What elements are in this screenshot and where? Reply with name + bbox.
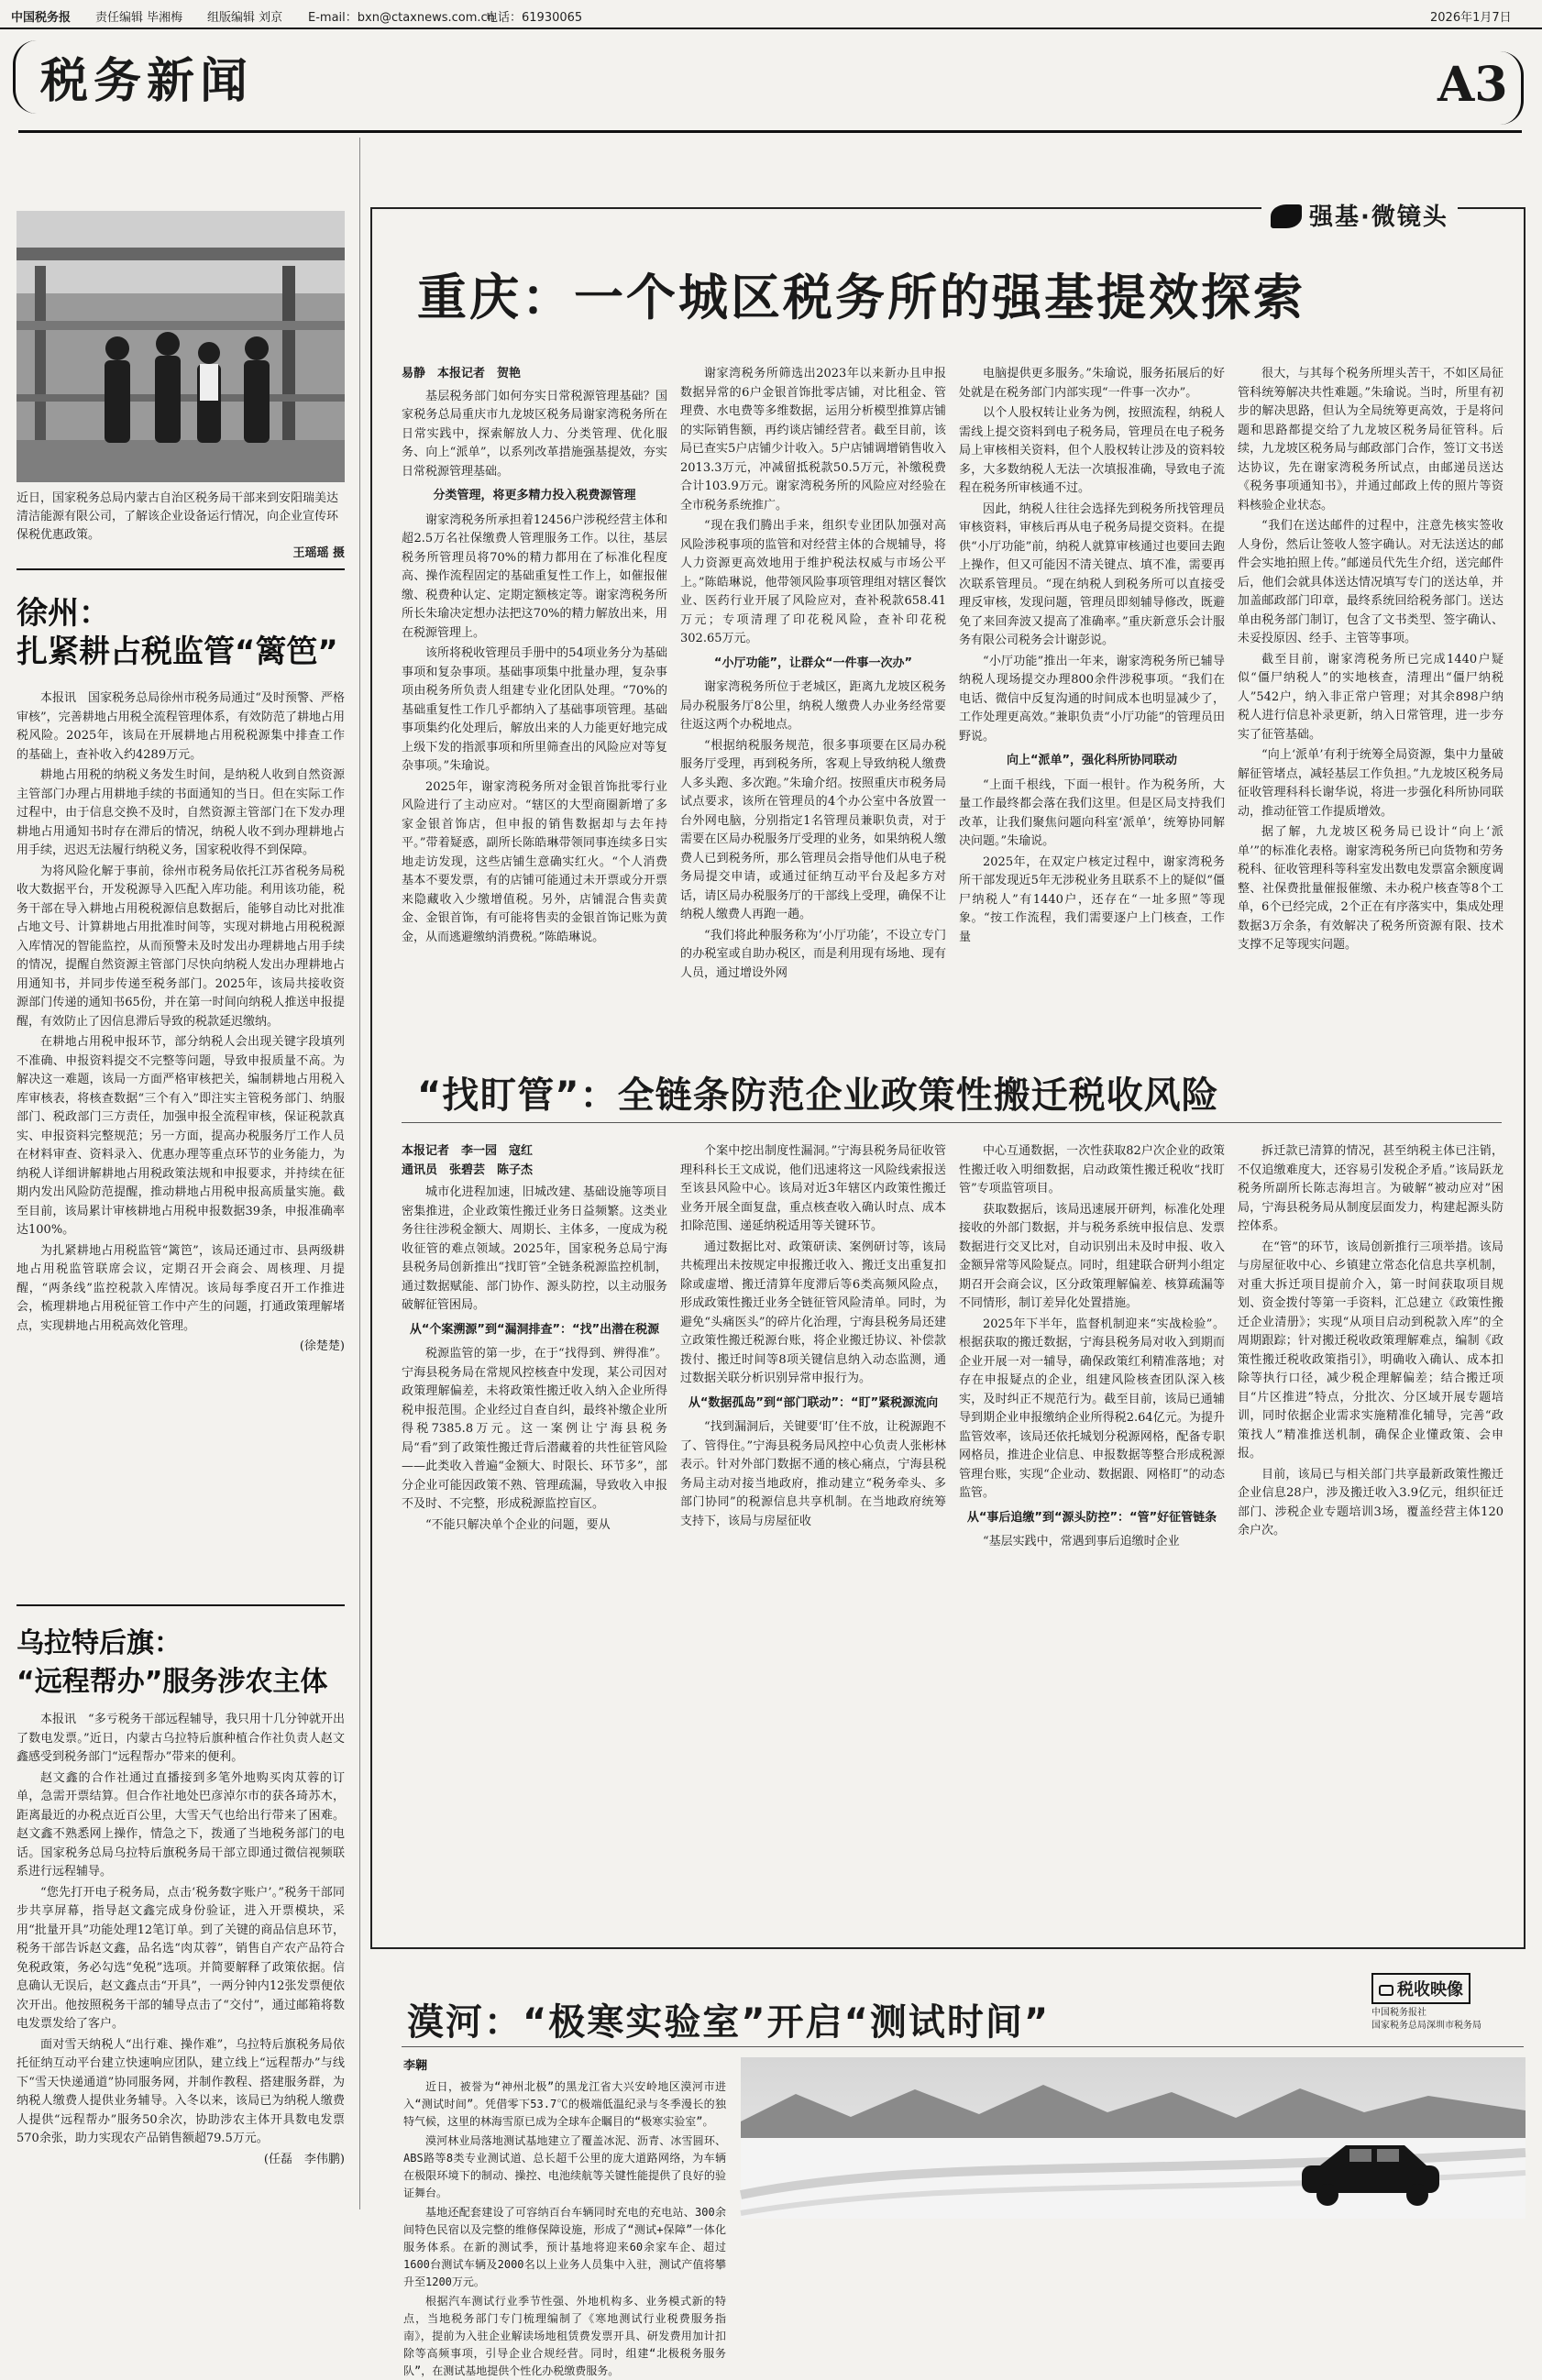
zdg-col-1 [402,1142,667,1931]
mohe-byline: 李翱 [403,2059,428,2073]
zdg-byline-1: 本报记者 李一园 寇红 [402,1144,534,1158]
xuzhou-headline-line2: 扎紧耕占税监管“篱笆” [17,634,338,670]
paper-name: 中国税务报 [11,11,72,25]
zhaodingguan-headline: “找盯管”：全链条防范企业政策性搬迁税收风险 [417,1074,1219,1117]
mohe-rule [402,2046,1524,2047]
zdg-col-2 [680,1142,946,1931]
issue-date: 2026年1月7日 [1430,11,1512,25]
wulate-paragraph: 赵文鑫的合作社通过直播接到多笔外地购买肉苁蓉的订单，急需开票结算。但合作社地处巴彦淖尔市的获各琦苏木，距离最近的办税点近百公里，大雪天气也给出行带来了困难。赵文鑫不熟悉网上操作，情急之下，拨通了当地税务部门的电话。国家税务总局乌拉特后旗税务局干部立即通过微信视频联系进行远程辅导。 [17,1770,345,1879]
wulate-paragraph: 本报讯 “多亏税务干部远程辅导，我只用十几分钟就开出了数电发票。”近日，内蒙古乌拉特后旗种植合作社负责人赵文鑫感受到税务部门“远程帮办”带来的便利。 [17,1713,345,1764]
mohe-paragraph: 根据汽车测试行业季节性强、外地机构多、业务模式新的特点，当地税务部门专门梳理编制了《寒地测试行业税费服务指南》，提前为入驻企业解读场地租赁费发票开具、研发费用加计扣除等高频事项，引导企业合规经营。同时，组建“北极税务服务队”，在测试基地提供个性化办税缴费服务。 [403,2295,726,2377]
left-divider-1 [17,568,345,570]
left-photo-caption [17,490,345,563]
feature-col-4 [1238,365,1503,1052]
feature-paragraph: 谢家湾税务所承担着12456户涉税经营主体和超2.5万名社保缴费人管理服务工作。以往，基层税务所管理员将70%的精力都用在了标准化程度高、操作流程固定的基础重复性工作上，如催报催缴、税费种认定、定期定额核定等。谢家湾税务所所长朱瑜决定想办法把这70%的精力解放出来，用在税源管理上。 [402,512,667,640]
xuzhou-signature: (徐楚楚) [299,1339,345,1353]
feature-paragraph: 2025年，谢家湾税务所对金银首饰批零行业风险进行了主动应对。“辖区的大型商圈新增了多家金银首饰店，但申报的销售数据却与去年持平。”带着疑惑，副所长陈皓琳带领同事连续多日实地走访发现，这些店铺生意确实红火。“个人消费基本不要发票，有的店铺可能通过未开票或分开票来隐藏收入少缴增值税。另外，店铺混合售卖黄金、金银首饰，有可能将售卖的金银首饰记账为黄金，从而逃避缴纳消费税。”陈皓琳说。 [402,779,667,944]
feature-paragraph: 基层税务部门如何夯实日常税源管理基础？国家税务总局重庆市九龙坡区税务局谢家湾税务所在日常实践中，探索解放人力、分类管理、优化服务、向上“派单”，以系列改革措施强基提效，夯实日常税源管理基础。 [402,389,667,479]
zhaodingguan-rule [402,1122,1502,1123]
left-news-photo [17,211,345,482]
badge-sub-2: 国家税务总局深圳市税务局 [1371,2021,1481,2031]
section-title: 税务新闻 [40,54,254,109]
zdg-col-4 [1238,1142,1503,1931]
feature-paragraph: 很大，与其每个税务所埋头苦干，不如区局征管科统筹解决共性难题。”朱瑜说。当时，所里有初步的解决思路，但认为全局统筹更高效，于是将问题和思路都提交给了九龙坡区税务局征管科。后续，九龙坡区税务局与邮政部门合作，签订文书送达协议，先在谢家湾税务所试点，由邮递员送达《税务事项通知书》，并通过邮政上传的照片等资料核验企业状态。 [1238,367,1503,512]
page-number: A3 [1437,57,1508,113]
top-rule [0,28,1542,29]
column-separator [359,138,360,2209]
feature-tag-text: 强基·微镜头 [1309,204,1448,231]
feature-byline: 易静 本报记者 贺艳 [402,367,522,380]
feature-subhead: 分类管理，将更多精力投入税费源管理 [433,489,636,502]
zdg-paragraph: 拆迁款已清算的情况，甚至纳税主体已注销，不仅追缴难度大，还容易引发税企矛盾。”该局跃龙税务所副所长陈志海坦言。为破解“被动应对”困局，宁海县税务局从制度层面发力，构建起源头防控体系。 [1238,1144,1503,1233]
zdg-paragraph: 个案中挖出制度性漏洞。”宁海县税务局征收管理科科长王文成说，他们迅速将这一风险线索报送至该县风险中心。该局对近3年辖区内政策性搬迁业务开展全面复盘，重点核查收入确认时点、成本扣除范围、递延纳税适用等关键环节。 [680,1144,946,1233]
zdg-paragraph: “不能只解决单个企业的问题，要从 [425,1517,611,1532]
feature-tag [1261,198,1458,232]
mohe-headline: 漠河：“极寒实验室”开启“测试时间” [407,2001,1051,2044]
xuzhou-paragraph: 在耕地占用税申报环节，部分纳税人会出现关键字段填列不准确、申报资料提交不完整等问题，导致申报质量不高。为解决这一难题，该局一方面严格审核把关，编制耕地占用税入库审核表，将核查数据“三个有入”即注实主管税务部门、纳服部门、税政部门三方责任，加强申报全流程审核，保证税款真实、申报资料完整规范；另一方面，提高办税服务厅工作人员在材料审查、资料录入、优惠办理等重点环节的业务能力，为纳税人详细讲解耕地占用税政策法规和申报要求，并持续在征期内发出风险防范提醒，推动耕地占用税申报高质量实施。截至目前，该局累计审核耕地占用税申报数据39条，申报准确率达100%。 [17,1035,345,1237]
wulate-article-body [17,1711,345,2206]
phone: 电话：61930065 [486,11,583,25]
feature-paragraph: “上面千根线，下面一根针。作为税务所，大量工作最终都会落在我们这里。但是区局支持我们改革，让我们聚焦问题向科室‘派单’，统筹协同解决问题。”朱瑜说。 [959,777,1225,848]
feature-col-1 [402,365,667,1052]
section-bracket [13,40,37,114]
zdg-subhead: 从“数据孤岛”到“部门联动”：“盯”紧税源流向 [688,1395,939,1410]
tax-image-badge [1371,1973,1524,2046]
wulate-headline [17,1625,345,1702]
zdg-paragraph: 获取数据后，该局迅速展开研判，标准化处理接收的外部门数据，并与税务系统申报信息、发票数据进行交叉比对，自动识别出未及时申报、收入金额异常等风险疑点。同时，组建联合研判小组定期召开会商会议，区分政策理解偏差、核算疏漏等不同情形，制订差异化处置措施。 [959,1202,1225,1310]
editor: 责任编辑 毕湘梅 [95,11,183,25]
layout-editor: 组版编辑 刘京 [207,11,283,25]
xuzhou-paragraph: 为扎紧耕地占用税监管“篱笆”，该局还通过市、县两级耕地占用税监管联席会议，定期召开会商会、周核理、月提醒，“两条线”监控税款入库情况。该局每季度召开工作推进会，梳理耕地占用税征管工作中产生的问题，打通政策理解堵点，实现耕地占用税高效化管理。 [17,1243,345,1333]
feature-paragraph: 电脑提供更多服务。”朱瑜说，服务拓展后的好处就是在税务部门内部实现“一件事一次办”。 [959,367,1225,400]
feature-paragraph: 以个人股权转让业务为例，按照流程，纳税人需线上提交资料到电子税务局，管理员在电子税务局上审核相关资料，但个人股权转让涉及的资料较多，大多数纳税人无法一次填报准确，导致电子流程在税务所审核通不过。 [959,406,1225,495]
feature-paragraph: 据了解，九龙坡区税务局已设计“向上‘派单’”的标准化表格。谢家湾税务所已向货物和劳务税科、征收管理科等科室发出数电发票富余额度调整、社保费批量催报催缴、未办税户核查等8个工单，6个已经完成，2个正在有序落实中，集成处理数据3万余条，有效解决了税务所资源有限、技术支撑不足等现实问题。 [1238,825,1503,952]
zdg-paragraph: “找到漏洞后，关键要‘盯’住不放，让税源跑不了、管得住。”宁海县税务局风控中心负责人张彬林表示。针对外部门数据不通的核心痛点，宁海县税务局主动对接当地政府，推动建立“税务牵头、多部门协同”的税源信息共享机制。在当地政府统筹支持下，该局与房屋征收 [680,1420,946,1528]
feature-paragraph: 因此，纳税人往往会选择先到税务所找管理员审核资料，审核后再从电子税务局提交资料。在提供“小厅功能”前，纳税人就算审核通过也要回去跑上操作，但又可能因不清关键点、填不准，需要再次联系管理员。“现在纳税人到税务所可以直接受理反审核，发现问题，管理员即刻辅导修改，既避免了来回奔波又提高了准确率。”重庆新意乐会计服务有限公司税务会计谢彭说。 [959,501,1225,647]
badge-text: 税收映像 [1397,1980,1463,2000]
feature-paragraph: “现在我们腾出手来，组织专业团队加强对高风险涉税事项的监管和对经营主体的合规辅导，将人力资源更高效地用于维护税法权威与市场公平上。”陈皓琳说，他带领风险事项管理组对辖区餐饮业、医药行业开展了风险应对，查补税款658.41万元；专项清理了印花税风险，查补印花税302.65万元。 [680,519,946,645]
zdg-paragraph: 税源监管的第一步，在于“找得到、辨得准”。宁海县税务局在常规风控核查中发现，某公司因对政策理解偏差，未将政策性搬迁收入纳入企业所得税申报范围。企业经过自查自纠，最终补缴企业所得税7385.8万元。这一案例让宁海县税务局“看”到了政策性搬迁背后潜藏着的共性征管风险——此类收入普遍“金额大、时限长、环节多”，部分企业可能因政策不熟、管理疏漏，导致收入申报不及时、不完整，形成税源监控盲区。 [402,1347,667,1511]
feature-paragraph: “小厅功能”推出一年来，谢家湾税务所已辅导纳税人现场提交办理800余件涉税事项。“我们在电话、微信中反复沟通的时间成本也明显减少了，工作处理更高效。”兼职负责“小厅功能”的管理员田野说。 [959,654,1225,744]
camera-icon [1379,1985,1393,1996]
zdg-paragraph: 2025年下半年，监督机制迎来“实战检验”。根据获取的搬迁数据，宁海县税务局对收入到期而企业开展一对一辅导，确保政策红利精准落地；对存在申报疑点的企业，组建风险核查团队深入核实，及时纠正不规范行为。截至目前，该局已通辅导到期企业申报缴纳企业所得税2.64亿元。为提升监管效率，该局还依托城划分税源网格，配备专职网格员，推进企业信息、申报数据等整合形成税源管理台账，实现“企业动、数据跟、网格盯”的动态监管。 [959,1317,1225,1500]
wulate-paragraph: “您先打开电子税务局，点击‘税务数字账户’。”税务干部同步共享屏幕，指导赵文鑫完成身份验证，进入开票模块，采用“批量开具”功能处理12笔订单。到了关键的商品信息环节，税务干部告诉赵文鑫，品名选“肉苁蓉”，销售自产农产品符合免税政策，务必勾选“免税”选项。并简要解释了政策依据。信息确认无误后，赵文鑫点击“开具”，一两分钟内12张发票便依次开出。他按照税务干部的辅导点击了“交付”，通过邮箱将数电发票发给了客户。 [17,1885,345,2031]
zdg-subhead: 从“事后追缴”到“源头防控”：“管”好征管链条 [966,1510,1217,1525]
zdg-col-3 [959,1142,1225,1931]
zdg-paragraph: 中心互通数据，一次性获取82户次企业的政策性搬迁收入明细数据，启动政策性搬迁税收“找盯管”专项监管项目。 [959,1144,1225,1196]
zdg-paragraph: 目前，该局已与相关部门共享最新政策性搬迁企业信息28户，涉及搬迁收入3.9亿元，组织征迁部门、涉税企业专题培训3场，覆盖经营主体120余户次。 [1238,1467,1503,1537]
wulate-headline-line2: “远程帮办”服务涉农主体 [17,1666,328,1698]
feature-headline: 重庆：一个城区税务所的强基提效探索 [417,269,1305,326]
mohe-paragraph: 基地还配套建设了可容纳百台车辆同时充电的充电站、300余间特色民宿以及完整的维修保障设施，形成了“测试+保障”一体化服务体系。在新的测试季，预计基地将迎来60余家车企、超过1600台测试车辆及2000名以上业务人员集中入驻，测试产值将攀升至1200万元。 [403,2206,726,2288]
wulate-paragraph: 面对雪天纳税人“出行难、操作难”，乌拉特后旗税务局依托征纳互动平台建立快速响应团队，建立线上“远程帮办”与线下“雪天快递通道”协同服务网，并制作教程、搭建服务群，为纳税人缴费人提供业务辅导。入冬以来，该局已为纳税人缴费人提供“远程帮办”服务50余次，协助涉农主体开具数电发票570余张，助力实现农产品销售额超79.5万元。 [17,2037,345,2145]
mohe-paragraph: 漠河林业局落地测试基地建立了覆盖冰泥、沥青、冰雪圆环、ABS路等8类专业测试道、总长超千公里的庞大道路网络，为车辆在极限环境下的制动、操控、电池续航等关键性能提供了良好的验证舞台。 [403,2134,726,2199]
zdg-paragraph: 在“管”的环节，该局创新推行三项举措。该局与房屋征收中心、乡镇建立常态化信息共享机制，对重大拆迁项目提前介入，第一时间获取项目规划、资金拨付等第一手资料，汇总建立《政策性搬迁企业清册》；实现“从项目启动到税款入库”的全周期跟踪；针对搬迁税收政策理解难点，编制《政策性搬迁税收政策指引》，明确收入确认、成本扣除等执行口径，减少税企理解偏差；结合搬迁项目“片区推进”特点，分批次、分区域开展专题培训，同时依据企业需求实施精准化辅导，完善“政策找人”精准推送机制，确保企业懂政策、会申报。 [1238,1240,1503,1460]
zdg-paragraph: 城市化进程加速，旧城改建、基础设施等项目密集推进，企业政策性搬迁业务日益频繁。这类业务往往涉税金额大、周期长、主体多，一度成为税收征管的难点领域。2025年，国家税务总局宁海县税务局创新推出“找盯管”全链条税源监控机制，通过数据赋能、部门协作、源头防控，以主动服务破解征管困局。 [402,1185,667,1312]
left-divider-2 [17,1604,345,1606]
feature-paragraph: 谢家湾税务所筛选出2023年以来新办且申报数据异常的6户金银首饰批零店铺，对比租金、管理费、水电费等多维数据，运用分析模型推算店铺的实际销售额，再约谈店铺经营者。截至目前，该局已查实5户店铺少计收入。5户店铺调增销售收入2013.3万元，冲减留抵税款50.5万元，补缴税费合计103.9万元。谢家湾税务所的风险应对经验在全市税务系统推广。 [680,367,946,512]
feature-paragraph: 2025年，在双定户核定过程中，谢家湾税务所干部发现近5年无涉税业务且联系不上的疑似“僵尸纳税人”有1440户，还存在“一址多照”等现象。“按工作流程，我们需要逐户上门核查，工作量 [959,854,1225,944]
email: E-mail：bxn@ctaxnews.com.cn [308,11,495,25]
xuzhou-article-body [17,689,345,1597]
feature-paragraph: “我们将此种服务称为‘小厅功能’，不设立专门的办税室或自助办税区，而是利用现有场地、现有人员，通过增设外网 [680,928,946,980]
feature-paragraph: “根据纳税服务规范，很多事项要在区局办税服务厅受理，再到税务所，客观上导致纳税人缴费人多头跑、多次跑。”朱瑜介绍。按照重庆市税务局试点要求，该所在管理员的4个办公室中各放置一台外网电脑，分别指定1名管理员兼职负责，对于需要在区局办税服务厅受理的业务，如果纳税人缴费人已到税务所，那么管理员会指导他们从电子税务局提交申请，或通过征纳互动平台及起多方对话，请区局办税服务厅的干部线上受理，确保不让纳税人缴费人再跑一趟。 [680,738,946,921]
xuzhou-paragraph: 本报讯 国家税务总局徐州市税务局通过“及时预警、严格审核”，完善耕地占用税全流程管理体系，有效防范了耕地占用税风险。2025年，该局在开展耕地占用税税源集中排查工作的基础上，查补收入约4289万元。 [17,691,345,762]
feature-subhead: “小厅功能”，让群众“一件事一次办” [713,656,913,670]
caption-text: 近日，国家税务总局内蒙古自治区税务局干部来到安阳瑞美达清洁能源有限公司，了解该企业设备运行情况，向企业宣传环保税优惠政策。 [17,491,339,542]
snow-car-test-illustration [741,2057,1525,2219]
mohe-photo [741,2057,1525,2219]
feature-col-3 [959,365,1225,1052]
xuzhou-headline [17,594,345,671]
mohe-text [403,2057,726,2377]
badge-sub-1: 中国税务报社 [1371,2008,1426,2018]
industrial-site-illustration [17,211,345,482]
feature-paragraph: “向上‘派单’有利于统筹全局资源，集中力量破解征管堵点，减轻基层工作负担。”九龙坡区税务局征收管理科科长谢华说，将进一步强化科所协同联动，推动征管工作提质增效。 [1238,748,1503,819]
wulate-signature: (任磊 李伟鹏) [263,2152,345,2166]
feature-col-2 [680,365,946,1052]
feature-subhead: 向上“派单”，强化科所协同联动 [1006,754,1178,767]
section-rule [18,130,1522,133]
zdg-paragraph: 通过数据比对、政策研读、案例研讨等，该局共梳理出未按规定申报搬迁收入、搬迁支出重复扣除或虚增、搬迁清算年度滞后等6类高频风险点，形成政策性搬迁业务全链征管风险清单。同时，为避免“头痛医头”的碎片化治理，宁海县税务局还建立政策性搬迁税源台账，将企业搬迁协议、补偿款拨付、搬迁时间等8项关键信息纳入动态监测，通过数据关联分析识别异常申报行为。 [680,1240,946,1385]
feature-paragraph: 该所将税收管理员手册中的54项业务分为基础事项和复杂事项。基础事项集中批量办理，复杂事项由税务所负责人组建专业化团队处理。“70%的基础重复性工作几乎都纳入了基础事项管理。基础事项集约化处理后，解放出来的人力能更好地完成上级下发的指派事项和所里筛查出的风险应对等复杂事项。”朱瑜说。 [402,646,667,773]
xuzhou-paragraph: 为将风险化解于事前，徐州市税务局依托江苏省税务局税收大数据平台，开发税源导入匹配入库功能。利用该功能，税务干部在导入耕地占用税税源信息数据后，能够自动比对批准占地文号、计算耕地占用批准时间等，实现对耕地占用税税源入库情况的智能监控，从而预警未及时发出办理耕地占用手续的情况，提醒自然资源主管部门尽快向纳税人发出办理耕地占用通知书，并同步传递至税务部门。2025年，该局共接收资源部门传递的通知书65份，并在第一时间向纳税人推送申报提醒，有效防止了因信息滞后导致的税款延迟缴纳。 [17,864,345,1029]
feature-paragraph: 截至目前，谢家湾税务所已完成1440户疑似“僵尸纳税人”的实地核查，清理出“僵尸纳税人”542户，纳入非正常户管理；对其余898户纳税人进行信息补录更新，纳入日常管理，进一步夯实了征管基础。 [1238,652,1503,742]
zdg-byline-2: 通讯员 张碧芸 陈子杰 [402,1162,534,1177]
feature-paragraph: “我们在送达邮件的过程中，注意先核实签收人身份，然后让签收人签字确认。对无法送达的邮件会实地拍照上传。”邮递员代先生介绍，送完邮件后，他们会就具体送达情况填写专门的送达单，并加盖邮政部门印章，最终系统回给税务部门。送达单由税务部门制订，包含了文书类型、签字确认、未妥投原因、经手、主管等事项。 [1238,519,1503,645]
wulate-headline-line1: 乌拉特后旗： [17,1627,182,1659]
brush-icon [1271,204,1302,228]
mohe-paragraph: 近日，被誉为“神州北极”的黑龙江省大兴安岭地区漠河市进入“测试时间”。凭借零下53.7℃的极端低温纪录与冬季漫长的独特气候，这里的林海雪原已成为全球车企瞩目的“极寒实验室”。 [403,2080,726,2128]
zdg-paragraph: “基层实践中，常遇到事后追缴时企业 [983,1535,1180,1548]
xuzhou-paragraph: 耕地占用税的纳税义务发生时间，是纳税人收到自然资源主管部门办理占用耕地手续的书面通知的当日。但在实际工作过程中，由于信息交换不及时，自然资源主管部门在下发办理耕地占用通知书时存在滞后的情况，纳税人收不到办理耕地占用手续，迟迟无法履行纳税义务，国家税收得不到保障。 [17,768,345,857]
feature-paragraph: 谢家湾税务所位于老城区，距离九龙坡区税务局办税服务厅8公里，纳税人缴费人办业务经常要往返这两个办税地点。 [680,680,946,732]
badge-label [1371,1973,1470,2004]
photo-credit: 王瑶瑶 摄 [292,546,345,560]
zdg-subhead: 从“个案溯源”到“漏洞排查”：“找”出潜在税源 [409,1322,660,1337]
xuzhou-headline-line1: 徐州： [17,595,110,632]
top-bar [0,0,1542,28]
